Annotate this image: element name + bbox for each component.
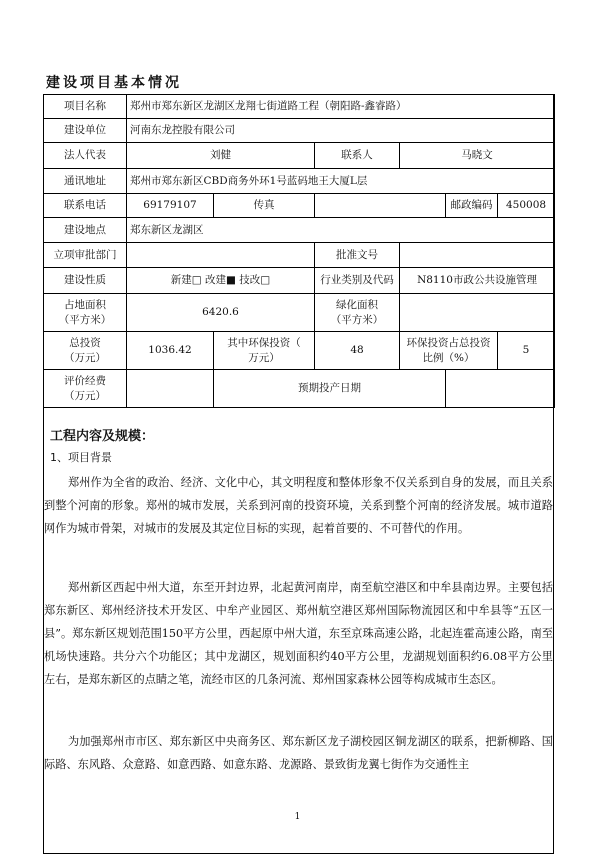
invest-label-line2: （万元） (64, 351, 106, 364)
subsection-title: 1、项目背景 (50, 451, 112, 464)
invest-value: 1036.42 (127, 332, 214, 370)
approval-no-value (400, 243, 555, 268)
row-investment (44, 332, 555, 370)
industry-value: N8110市政公共设施管理 (400, 268, 555, 294)
builder-value: 河南东龙控股有限公司 (127, 119, 555, 143)
section-title: 工程内容及规模： (50, 429, 155, 444)
contact-value: 马晓文 (400, 143, 555, 169)
legal-rep-value: 刘健 (127, 143, 315, 169)
row-evaluation (44, 370, 555, 408)
builder-label: 建设单位 (44, 119, 127, 143)
row-area (44, 294, 555, 332)
location-value: 郑东新区龙湖区 (127, 218, 555, 243)
green-label-line2: （平方米） (330, 313, 384, 326)
ratio-label (400, 332, 498, 370)
area-label-line1: 占地面积 (64, 298, 106, 311)
phone-value: 69179107 (127, 194, 214, 218)
postcode-label: 邮政编码 (446, 194, 498, 218)
area-value: 6420.6 (127, 294, 315, 332)
address-value: 郑州市郑东新区CBD商务外环1号蓝码地王大厦L层 (127, 169, 555, 194)
env-invest-label (214, 332, 315, 370)
nature-label: 建设性质 (44, 268, 127, 294)
paragraph-3: 为加强郑州市市区、郑东新区中央商务区、郑东新区龙子湖校园区铜龙湖区的联系，把新柳路、国际路、东风路、众意路、如意西路、如意东路、龙源路、景致街龙翼七街作为交通性主 (44, 735, 553, 771)
ratio-label-line1: 环保投资占总投资 (406, 336, 491, 349)
fax-value (315, 194, 446, 218)
row-project-name (44, 95, 555, 119)
invest-label (44, 332, 127, 370)
location-label: 建设地点 (44, 218, 127, 243)
ratio-value: 5 (498, 332, 555, 370)
green-value (400, 294, 555, 332)
row-location (44, 218, 555, 243)
project-name-label: 项目名称 (44, 95, 127, 119)
env-invest-value: 48 (315, 332, 400, 370)
row-nature (44, 268, 555, 294)
postcode-value: 450008 (498, 194, 555, 218)
row-address (44, 169, 555, 194)
start-date-label: 预期投产日期 (214, 370, 446, 408)
row-legal-rep (44, 143, 555, 169)
row-builder (44, 119, 555, 143)
page-number: 1 (294, 812, 301, 822)
row-approval (44, 243, 555, 268)
contact-label: 联系人 (315, 143, 400, 169)
industry-label: 行业类别及代码 (315, 268, 400, 294)
start-date-value (446, 370, 555, 408)
paragraph-2: 郑州新区西起中州大道，东至开封边界，北起黄河南岸，南至航空港区和中牟县南边界。主要包括郑东新区、郑州经济技术开发区、中牟产业园区、郑州航空港区郑州国际物流园区和中牟县等“五区一县”。郑东新区规划范围150平方公里，西起原中州大道，东至京珠高速公路，北起连霍高速公路，南至机场快速路。共分六个功能区；其中龙湖区，规划面积约40平方公里，龙湖规划面积约6.08平方公里左右，是郑东新区的点睛之笔，流经市区的几条河流、郑州国家森林公园等构成城市生态区。 (44, 581, 553, 686)
phone-label: 联系电话 (44, 194, 127, 218)
green-label-line1: 绿化面积 (336, 298, 378, 311)
nature-value: 新建□ 改建■ 技改□ (127, 268, 315, 294)
page-heading: 建设项目基本情况 (46, 75, 182, 91)
env-invest-label-line2: 万元） (248, 351, 280, 364)
area-label (44, 294, 127, 332)
env-invest-label-line1: 其中环保投资（ (227, 336, 301, 349)
eval-value (127, 370, 214, 408)
invest-label-line1: 总投资 (69, 336, 101, 349)
paragraph-1: 郑州作为全省的政治、经济、文化中心，其文明程度和整体形象不仅关系到自身的发展，而且关系到整个河南的形象。郑州的城市发展，关系到河南的投资环境，关系到整个河南的经济发展。城市道路网作为城市骨架，对城市的发展及其定位目标的实现，起着首要的、不可替代的作用。 (44, 476, 553, 535)
approval-dept-value (127, 243, 315, 268)
project-info-table (43, 94, 555, 408)
legal-rep-label: 法人代表 (44, 143, 127, 169)
ratio-label-line2: 比例（%） (422, 351, 475, 364)
fax-label: 传真 (214, 194, 315, 218)
project-name-value: 郑州市郑东新区龙湖区龙翔七街道路工程（朝阳路-鑫睿路） (127, 95, 555, 119)
row-phone (44, 194, 555, 218)
address-label: 通讯地址 (44, 169, 127, 194)
approval-dept-label: 立项审批部门 (44, 243, 127, 268)
eval-label-line2: （万元） (64, 389, 106, 402)
green-label (315, 294, 400, 332)
eval-label (44, 370, 127, 408)
eval-label-line1: 评价经费 (64, 374, 106, 387)
area-label-line2: （平方米） (58, 313, 112, 326)
approval-no-label: 批准文号 (315, 243, 400, 268)
